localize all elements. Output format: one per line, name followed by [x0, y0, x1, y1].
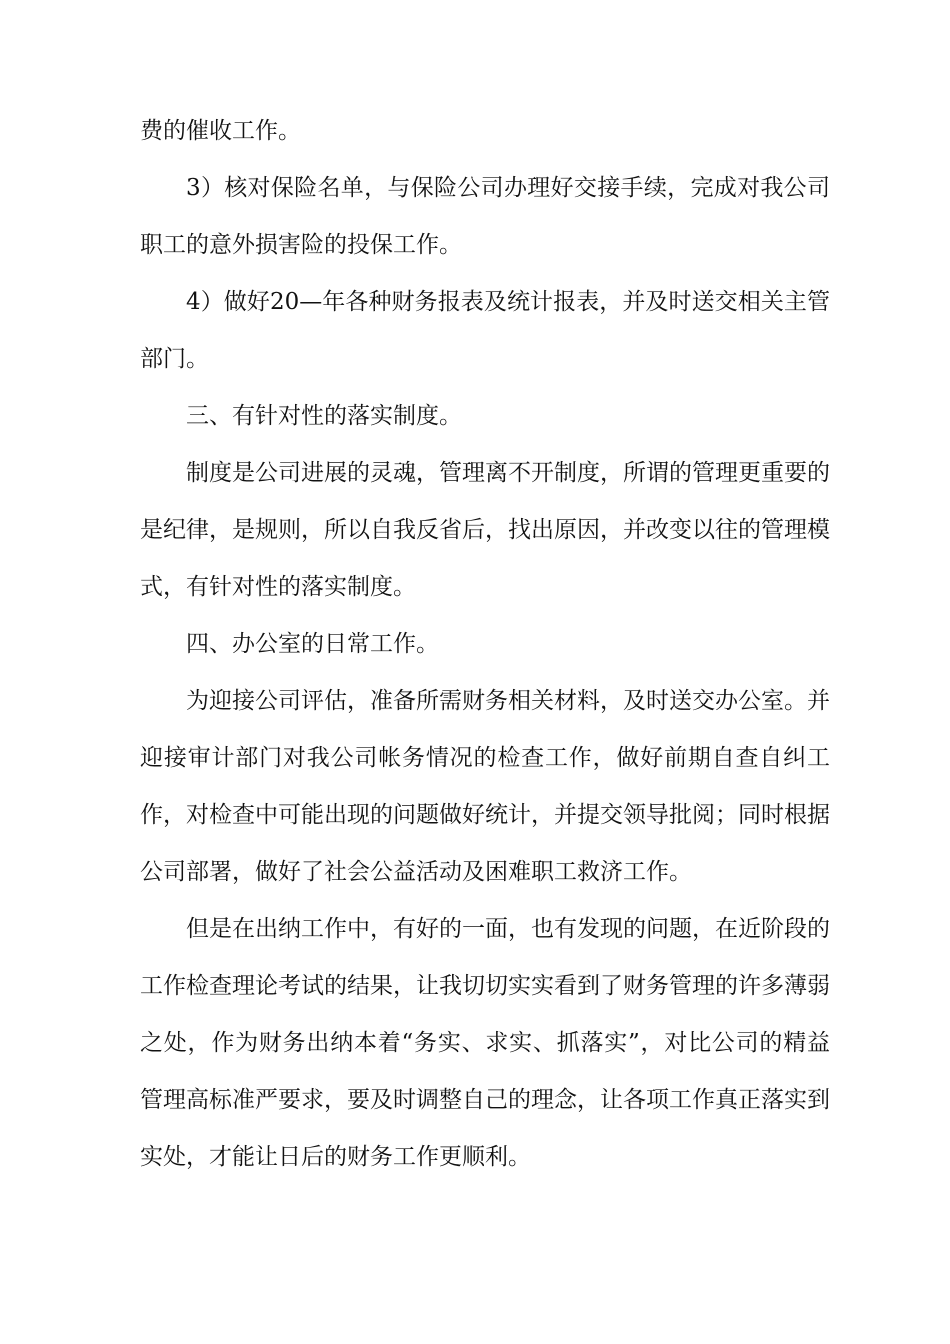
paragraph-system: 制度是公司进展的灵魂，管理离不开制度，所谓的管理更重要的是纪律，是规则，所以自我反省后，找出原因，并改变以往的管理模式，有针对性的落实制度。: [140, 460, 830, 600]
section-heading-4: 四、办公室的日常工作。: [186, 631, 439, 657]
paragraph-office-work: 为迎接公司评估，准备所需财务相关材料，及时送交办公室。并迎接审计部门对我公司帐务情况的检查工作，做好前期自查自纠工作，对检查中可能出现的问题做好统计，并提交领导批阅；同时根据公司部署，做好了社会公益活动及困难职工救济工作。: [140, 688, 830, 885]
paragraph-item-3: 3）核对保险名单，与保险公司办理好交接手续，完成对我公司职工的意外损害险的投保工作。: [140, 175, 830, 258]
paragraph-item-4: 4）做好20—年各种财务报表及统计报表，并及时送交相关主管部门。: [140, 289, 830, 372]
paragraph-continuation: 费的催收工作。: [140, 118, 301, 144]
section-heading-3: 三、有针对性的落实制度。: [186, 403, 462, 429]
document-body: [140, 103, 830, 1186]
paragraph-reflection: 但是在出纳工作中，有好的一面，也有发现的问题，在近阶段的工作检查理论考试的结果，让我切切实实看到了财务管理的许多薄弱之处，作为财务出纳本着“务实、求实、抓落实”，对比公司的精益管理高标准严要求，要及时调整自己的理念，让各项工作真正落实到实处，才能让日后的财务工作更顺利。: [140, 916, 830, 1170]
